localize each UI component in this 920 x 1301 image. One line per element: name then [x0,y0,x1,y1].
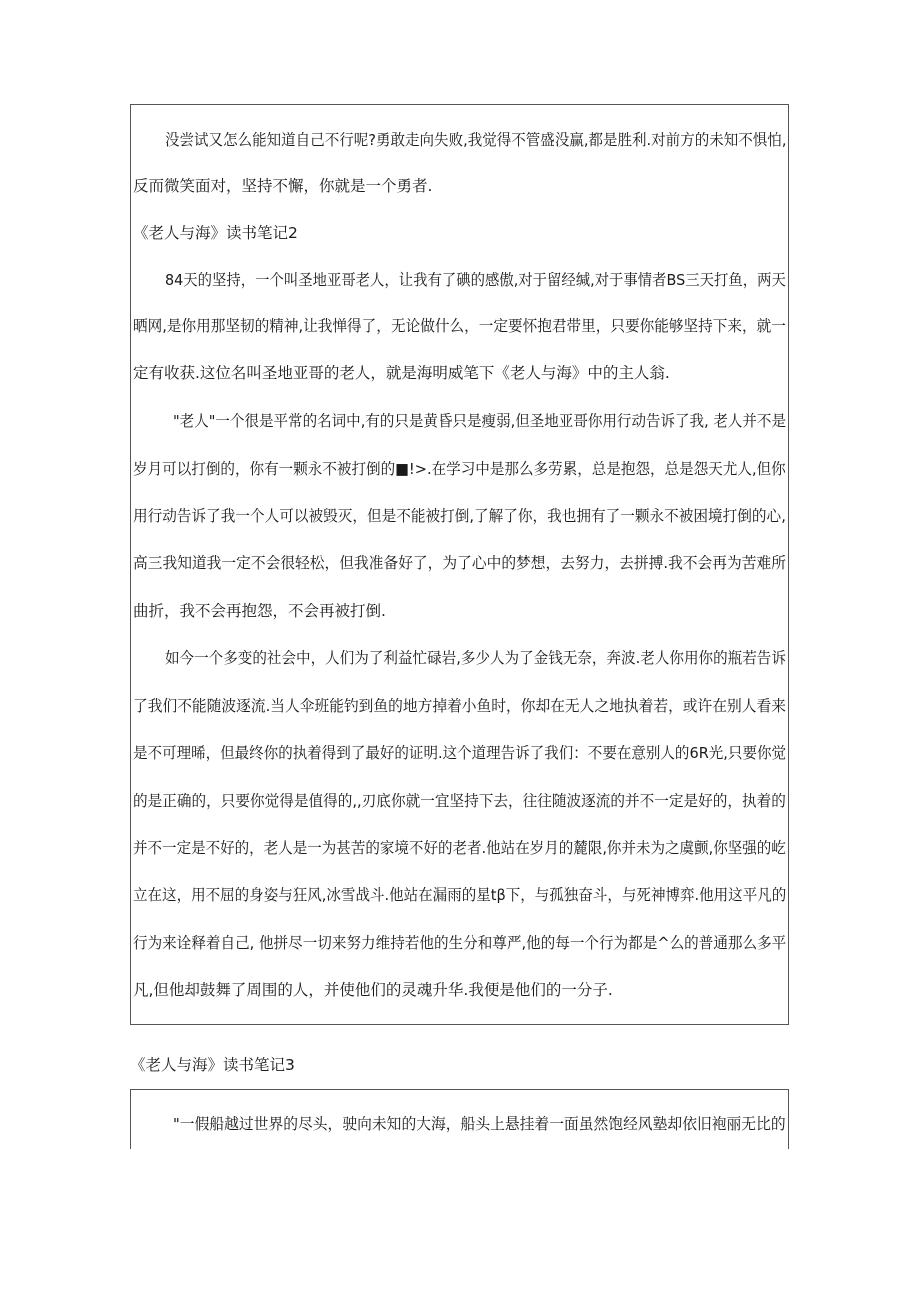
text-line: 是不可理晞，但最终你的执着得到了最好的证明.这个道理告诉了我们：不要在意别人的6R光,只要你觉 [133,744,787,762]
text-line: 如今一个多变的社会中，人们为了利益忙碌岩,多少人为了金钱无奈，奔波.老人你用你的瓶若告诉 [165,649,786,667]
text-line: 反而微笑面对，坚持不懈，你就是一个勇者. [133,177,433,195]
text-line: 曲折，我不会再抱怨，不会再被打倒. [133,602,386,620]
text-line: 晒网,是你用那坚韧的精神,让我惮得了，无论做什么，一定要怀抱君带里，只要你能够坚持下来，就一 [133,317,786,335]
text-line: 凡,但他却鼓舞了周围的人，并使他们的灵魂升华.我便是他们的一分子. [133,981,613,999]
text-line: 岁月可以打倒的，你有一颗永不被打倒的■!>.在学习中是那么多劳累，总是抱怨，总是怨天尤人,但你 [133,460,786,478]
note-box-2 [130,1089,789,1149]
note-box-1 [130,104,789,1025]
section-heading-3: 《老人与海》读书笔记3 [130,1056,295,1074]
text-line: 定有收获.这位名叫圣地亚哥的老人，就是海明威笔下《老人与海》中的主人翁. [133,364,670,382]
text-line: 用行动告诉了我一个人可以被毁灭，但是不能被打倒,了解了你，我也拥有了一颗永不被困境打倒的心, [133,507,786,525]
text-line: 没尝试又怎么能知道自己不行呢?勇敢走向失败,我觉得不管盛没赢,都是胜利.对前方的未知不惧怕, [165,131,787,149]
text-line: 的是正确的，只要你觉得是值得的,,刃底你就一宜坚持下去，往往随波逐流的并不一定是好的，执着的 [133,792,786,810]
text-line: "老人"一个很是平常的名词中,有的只是黄昏只是瘦弱,但圣地亚哥你用行动告诉了我, 老人并不是 [173,412,786,430]
text-line: 行为来诠释着自己, 他拼尽一切来努力维持若他的生分和尊严,他的每一个行为都是^么的普通那么多平 [133,934,787,952]
text-line: 84天的坚持，一个叫圣地亚哥老人，让我有了碘的感傲,对于留经缄,对于事情者BS三天打鱼，两天 [165,271,786,289]
text-line: 高三我知道我一定不会很轻松，但我准备好了，为了心中的梦想，去努力，去拼搏.我不会再为苦难所 [133,554,786,572]
text-line: "一假船越过世界的尽头，驶向未知的大海，船头上悬挂着一面虽然饱经风塾却依旧袍丽无比的 [173,1115,786,1133]
text-line: 了我们不能随波逐流.当人伞班能钓到鱼的地方掉着小鱼时，你却在无人之地执着若，或许在别人看来 [133,697,786,715]
text-line: 立在这，用不屈的身姿与狂风,冰雪战斗.他站在漏雨的星tβ下，与孤独奋斗，与死神博弈.他用这平凡的 [133,886,787,904]
section-heading-2: 《老人与海》读书笔记2 [133,224,298,242]
text-line: 并不一定是不好的，老人是一为甚苦的家境不好的老者.他站在岁月的麓限,你并未为之虞颤,你坚强的屹 [133,839,786,857]
